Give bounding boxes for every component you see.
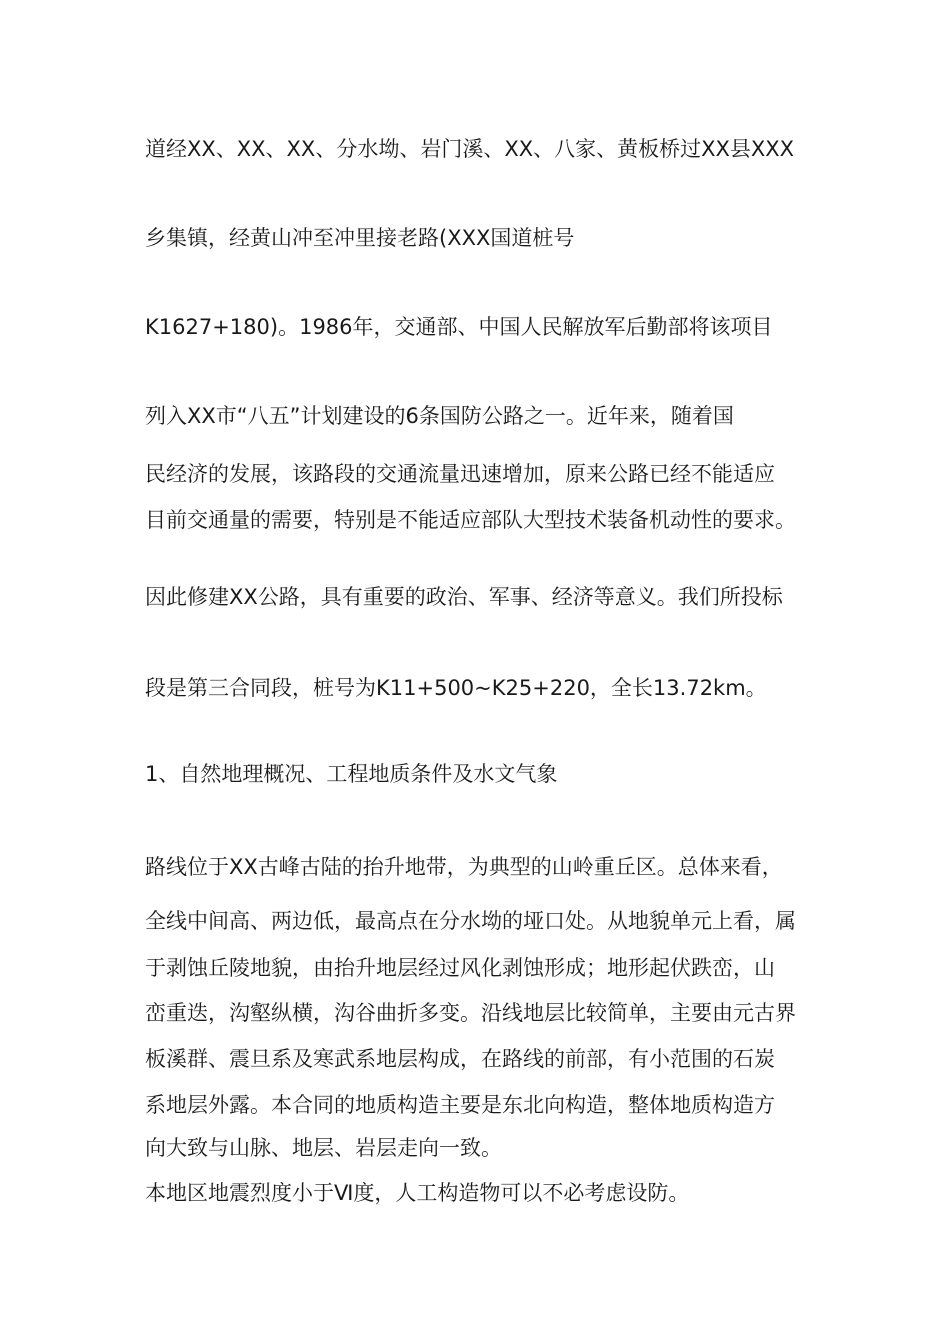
- text-line-16: 向大致与山脉、地层、岩层走向一致。: [145, 1136, 502, 1160]
- text-line-11: 全线中间高、两边低，最高点在分水坳的垭口处。从地貌单元上看，属: [145, 909, 796, 933]
- text-line-15: 系地层外露。本合同的地质构造主要是东北向构造，整体地质构造方: [145, 1093, 775, 1117]
- text-line-17: 本地区地震烈度小于Ⅵ度，人工构造物可以不必考虑设防。: [145, 1181, 690, 1205]
- text-line-1: 道经XX、XX、XX、分水坳、岩门溪、XX、八家、黄板桥过XX县XXX: [145, 137, 795, 161]
- text-line-5: 民经济的发展，该路段的交通流量迅速增加，原来公路已经不能适应: [145, 462, 775, 486]
- text-line-13: 峦重迭，沟壑纵横，沟谷曲折多变。沿线地层比较简单，主要由元古界: [145, 1001, 796, 1025]
- text-line-2: 乡集镇，经黄山冲至冲里接老路(XXX国道桩号: [145, 226, 575, 250]
- text-line-12: 于剥蚀丘陵地貌，由抬升地层经过风化剥蚀形成；地形起伏跌峦，山: [145, 956, 775, 980]
- text-line-3: K1627+180)。1986年，交通部、中国人民解放军后勤部将该项目: [145, 315, 773, 339]
- section-heading: 1、自然地理概况、工程地质条件及水文气象: [145, 762, 558, 786]
- text-line-14: 板溪群、震旦系及寒武系地层构成，在路线的前部，有小范围的石炭: [145, 1047, 775, 1071]
- text-line-8: 段是第三合同段，桩号为K11+500~K25+220，全长13.72km。: [145, 676, 767, 700]
- text-line-10: 路线位于XX古峰古陆的抬升地带，为典型的山岭重丘区。总体来看，: [145, 855, 783, 879]
- text-line-4: 列入XX市“八五”计划建设的6条国防公路之一。近年来，随着国: [145, 404, 734, 428]
- text-line-7: 因此修建XX公路，具有重要的政治、军事、经济等意义。我们所投标: [145, 585, 783, 609]
- text-line-6: 目前交通量的需要，特别是不能适应部队大型技术装备机动性的要求。: [145, 508, 796, 532]
